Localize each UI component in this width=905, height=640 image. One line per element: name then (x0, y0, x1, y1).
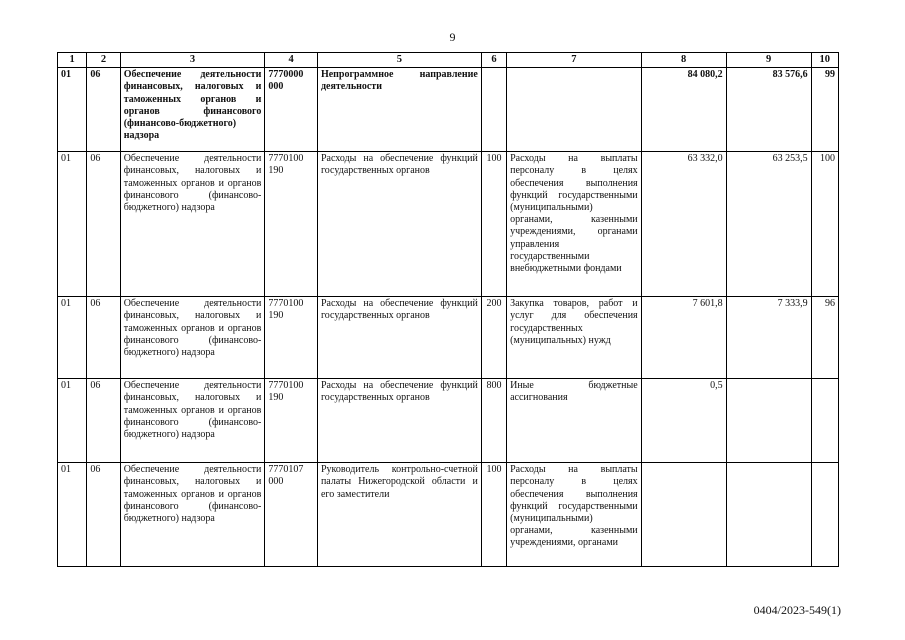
target-article-code: 7770100 190 (265, 152, 318, 297)
target-article-name: Расходы на обеспечение функций государственных органов (317, 379, 481, 463)
execution-percent: 99 (811, 68, 838, 152)
column-header: 5 (317, 53, 481, 68)
subsection-code: 06 (87, 463, 120, 567)
target-article-name: Непрограммное направление деятельности (317, 68, 481, 152)
planned-amount (641, 463, 726, 567)
target-article-name: Расходы на обеспечение функций государственных органов (317, 297, 481, 379)
column-header: 6 (481, 53, 506, 68)
planned-amount: 7 601,8 (641, 297, 726, 379)
planned-amount: 0,5 (641, 379, 726, 463)
column-header: 2 (87, 53, 120, 68)
column-header: 3 (120, 53, 265, 68)
execution-percent: 100 (811, 152, 838, 297)
header-row (58, 53, 839, 68)
target-article-code: 7770100 190 (265, 297, 318, 379)
table-row (58, 297, 839, 379)
expense-type-code: 100 (481, 463, 506, 567)
column-header: 8 (641, 53, 726, 68)
expense-type-code (481, 68, 506, 152)
subsection-code: 06 (87, 379, 120, 463)
section-name: Обеспечение деятельности финансовых, налоговых и таможенных органов и органов финансового (финансово-бюджетного) надзора (120, 463, 265, 567)
execution-percent (811, 379, 838, 463)
section-code: 01 (58, 152, 87, 297)
executed-amount (726, 379, 811, 463)
table-row (58, 379, 839, 463)
executed-amount: 7 333,9 (726, 297, 811, 379)
table-row (58, 152, 839, 297)
section-name: Обеспечение деятельности финансовых, налоговых и таможенных органов и органов финансового (финансово-бюджетного) надзора (120, 68, 265, 152)
section-code: 01 (58, 68, 87, 152)
budget-table (57, 52, 839, 567)
section-name: Обеспечение деятельности финансовых, налоговых и таможенных органов и органов финансового (финансово-бюджетного) надзора (120, 379, 265, 463)
executed-amount (726, 463, 811, 567)
target-article-name: Расходы на обеспечение функций государственных органов (317, 152, 481, 297)
expense-type-name: Закупка товаров, работ и услуг для обеспечения государственных (муниципальных) нужд (507, 297, 642, 379)
target-article-name: Руководитель контрольно-счетной палаты Нижегородской области и его заместители (317, 463, 481, 567)
execution-percent: 96 (811, 297, 838, 379)
planned-amount: 84 080,2 (641, 68, 726, 152)
subsection-code: 06 (87, 297, 120, 379)
expense-type-name: Расходы на выплаты персоналу в целях обеспечения выполнения функций государственными (муниципальными) органами, казенными учреждениями, органами управления государственными внебюджетными фондами (507, 152, 642, 297)
section-name: Обеспечение деятельности финансовых, налоговых и таможенных органов и органов финансового (финансово-бюджетного) надзора (120, 297, 265, 379)
page-number: 9 (449, 30, 456, 44)
section-name: Обеспечение деятельности финансовых, налоговых и таможенных органов и органов финансового (финансово-бюджетного) надзора (120, 152, 265, 297)
column-header: 4 (265, 53, 318, 68)
target-article-code: 7770107 000 (265, 463, 318, 567)
column-header: 1 (58, 53, 87, 68)
target-article-code: 7770000 000 (265, 68, 318, 152)
executed-amount: 63 253,5 (726, 152, 811, 297)
planned-amount: 63 332,0 (641, 152, 726, 297)
table-row (58, 68, 839, 152)
section-code: 01 (58, 297, 87, 379)
execution-percent (811, 463, 838, 567)
expense-type-code: 200 (481, 297, 506, 379)
expense-type-name: Расходы на выплаты персоналу в целях обеспечения выполнения функций государственными (муниципальными) органами, казенными учреждениями, органами (507, 463, 642, 567)
column-header: 9 (726, 53, 811, 68)
expense-type-name: Иные бюджетные ассигнования (507, 379, 642, 463)
table-row (58, 463, 839, 567)
column-header: 7 (507, 53, 642, 68)
expense-type-code: 800 (481, 379, 506, 463)
expense-type-name (507, 68, 642, 152)
column-header: 10 (811, 53, 838, 68)
section-code: 01 (58, 379, 87, 463)
executed-amount: 83 576,6 (726, 68, 811, 152)
subsection-code: 06 (87, 68, 120, 152)
expense-type-code: 100 (481, 152, 506, 297)
section-code: 01 (58, 463, 87, 567)
subsection-code: 06 (87, 152, 120, 297)
document-code: 0404/2023-549(1) (753, 603, 841, 617)
target-article-code: 7770100 190 (265, 379, 318, 463)
